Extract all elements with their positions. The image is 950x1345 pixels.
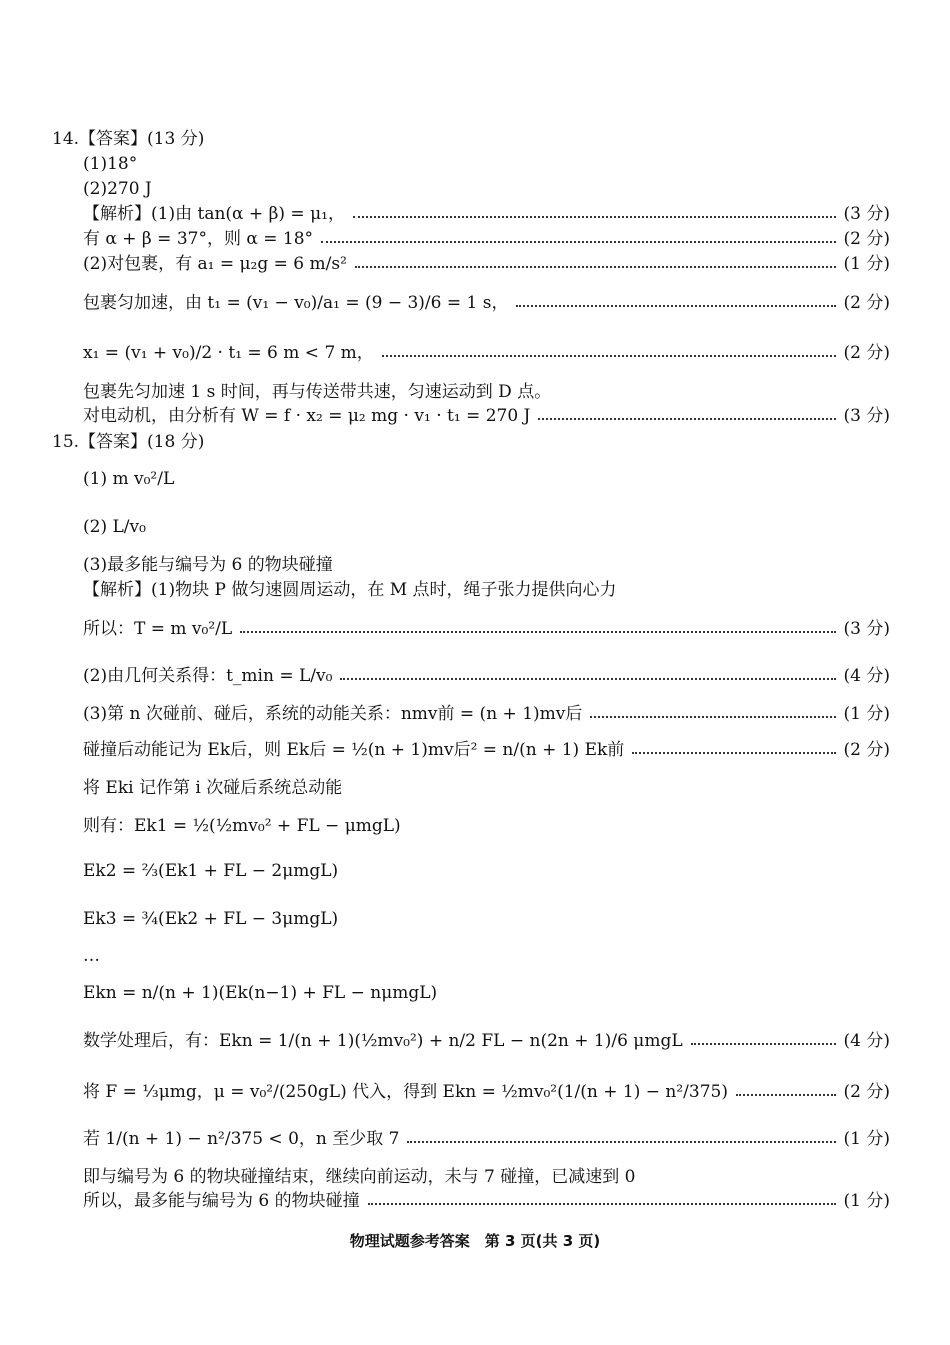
q15-step-7: Ek2 = ⅔(Ek1 + FL − 2μmgL) [83, 861, 339, 881]
q15-header: 15.【答案】(18 分) [52, 432, 205, 452]
q15-step-11: 数学处理后，有：Ekn = 1/(n + 1)(½mv₀²) + n/2 FL − n(2n + 1)/6 μmgL (4 分) [83, 1031, 890, 1051]
q14-step-6: 包裹先匀加速 1 s 时间，再与传送带共速，匀速运动到 D 点。 [83, 382, 552, 402]
q15-step-8: Ek3 = ¾(Ek2 + FL − 3μmgL) [83, 909, 339, 929]
q14-step-4: 包裹匀加速，由 t₁ = (v₁ − v₀)/a₁ = (9 − 3)/6 = 1 s， (2 分) [83, 293, 890, 313]
q15-step-5: 将 Eki 记作第 i 次碰后系统总动能 [83, 778, 343, 798]
q15-step-13: 若 1/(n + 1) − n²/375 < 0，n 至少取 7 (1 分) [83, 1129, 890, 1149]
q15-step-10: Ekn = n/(n + 1)(Ek(n−1) + FL − nμmgL) [83, 983, 438, 1003]
q15-step-4: 碰撞后动能记为 Ek后，则 Ek后 = ½(n + 1)mv后² = n/(n + 1) Ek前 (2 分) [83, 740, 890, 760]
q15-step-15: 所以，最多能与编号为 6 的物块碰撞 (1 分) [83, 1191, 890, 1211]
q14-answer-1: (1)18° [83, 154, 138, 174]
q14-step-1: 【解析】(1)由 tan(α + β) = μ₁， (3 分) [83, 204, 890, 224]
q14-step-5: x₁ = (v₁ + v₀)/2 · t₁ = 6 m < 7 m， (2 分) [83, 343, 890, 363]
q15-step-12: 将 F = ⅓μmg，μ = v₀²/(250gL) 代入，得到 Ekn = ½mv₀²(1/(n + 1) − n²/375) (2 分) [83, 1082, 890, 1102]
q15-step-14: 即与编号为 6 的物块碰撞结束，继续向前运动，未与 7 碰撞，已减速到 0 [83, 1167, 636, 1187]
q14-step-7: 对电动机，由分析有 W = f · x₂ = μ₂ mg · v₁ · t₁ = 270 J (3 分) [83, 406, 890, 426]
q15-answer-3: (3)最多能与编号为 6 的物块碰撞 [83, 555, 333, 575]
page-footer: 物理试题参考答案 第 3 页(共 3 页) [349, 1232, 601, 1250]
q15-analysis-intro: 【解析】(1)物块 P 做匀速圆周运动，在 M 点时，绳子张力提供向心力 [83, 580, 617, 600]
q15-step-9: … [83, 946, 100, 966]
q15-answer-2: (2) L/v₀ [83, 517, 146, 537]
q15-step-2: (2)由几何关系得：t_min = L/v₀ (4 分) [83, 666, 890, 686]
q14-header: 14.【答案】(13 分) [52, 129, 205, 149]
q15-step-1: 所以：T = m v₀²/L (3 分) [83, 619, 890, 639]
q14-step-3: (2)对包裹，有 a₁ = μ₂g = 6 m/s² (1 分) [83, 254, 890, 274]
q15-answer-1: (1) m v₀²/L [83, 469, 175, 489]
q15-step-6: 则有：Ek1 = ½(½mv₀² + FL − μmgL) [83, 816, 401, 836]
q15-step-3: (3)第 n 次碰前、碰后，系统的动能关系：nmv前 = (n + 1)mv后 (1 分) [83, 704, 890, 724]
q14-answer-2: (2)270 J [83, 179, 152, 199]
q14-step-2: 有 α + β = 37°，则 α = 18° (2 分) [83, 229, 890, 249]
